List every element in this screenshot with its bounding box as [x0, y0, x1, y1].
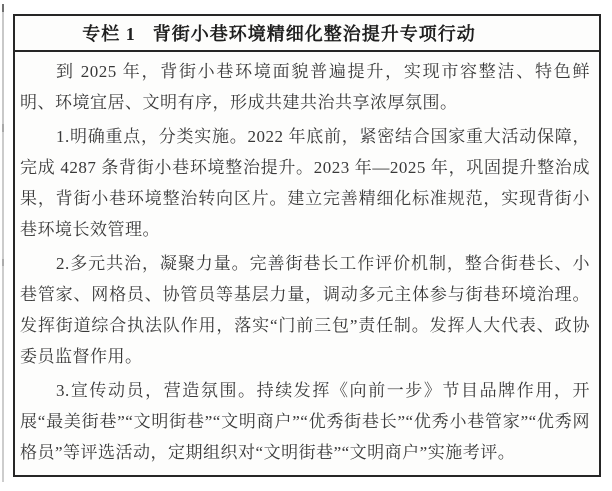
- column-box: [13, 14, 601, 477]
- paragraph-task-2: 2.多元共治，凝聚力量。完善街巷长工作评价机制，整合街巷长、小巷管家、网格员、协管员等基层力量，调动多元主体参与街巷环境治理。发挥街道综合执法队作用，落实“门前三包”责任制。发挥人大代表、政协委员监督作用。: [20, 254, 590, 366]
- column-title-bar: [15, 16, 599, 52]
- column-title-label: 专栏 1: [82, 24, 136, 44]
- paragraph-task-3: 3.宣传动员，营造氛围。持续发挥《向前一步》节目品牌作用，开展“最美街巷”“文明街巷”“文明商户”“优秀街巷长”“优秀小巷管家”“优秀网格员”等评选活动，定期组织对“文明街巷”“文明商户”实施考评。: [20, 381, 590, 462]
- column-title-text: 背街小巷环境精细化整治提升专项行动: [152, 24, 476, 44]
- scan-edge-artifact: [2, 4, 4, 482]
- paragraph-task-1: 1.明确重点，分类实施。2022 年底前，紧密结合国家重大活动保障，完成 4287 条背街小巷环境整治提升。2023 年—2025 年，巩固提升整治成果，背街小巷环境整治转向区片。建立完善精细化标准规范，实现背街小巷环境长效管理。: [20, 127, 590, 239]
- column-body: [15, 52, 599, 468]
- paragraph-overall-goal: 到 2025 年，背街小巷环境面貌普遍提升，实现市容整洁、特色鲜明、环境宜居、文明有序，形成共建共治共享浓厚氛围。: [20, 62, 590, 112]
